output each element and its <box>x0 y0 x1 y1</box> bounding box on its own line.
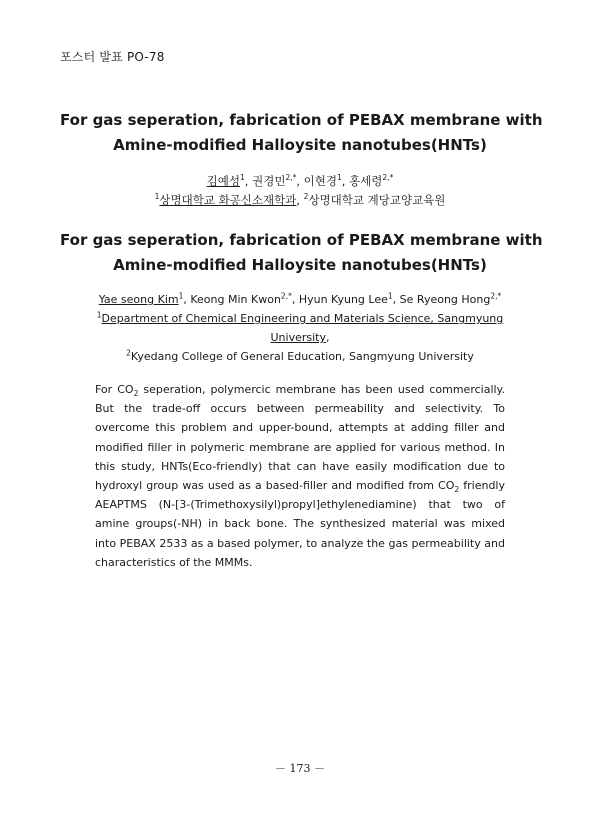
author-name: 김예성 <box>206 174 241 188</box>
korean-author-list <box>60 172 540 191</box>
affiliation-sup: 1 <box>154 192 160 202</box>
author-sup: 2,* <box>490 291 502 301</box>
separator: , <box>296 193 304 207</box>
subscript: 2 <box>133 389 139 399</box>
author-sup: 2,* <box>382 173 394 183</box>
author-sup: 1 <box>178 291 184 301</box>
author-name: 홍세령 <box>349 174 383 188</box>
subscript: 2 <box>454 485 460 495</box>
affiliation-sup: 2 <box>126 348 131 358</box>
english-authors-block <box>70 290 530 366</box>
abstract-text-3: friendly AEAPTMS (N-[3-(Trimethoxysilyl)propyl]ethylenediamine) that two of amine groups(-NH) in back bone. The synthesized material was mixed into PEBAX 2533 as a based polymer, to analyze the gas permeability and characteristics of the MMMs. <box>95 479 505 569</box>
page-number: － 173 － <box>275 762 325 775</box>
abstract-text-1: For CO <box>95 383 134 396</box>
english-affiliation-1 <box>70 309 530 347</box>
separator: , <box>244 174 253 188</box>
separator: , <box>291 293 299 306</box>
author-sup: 1 <box>336 173 342 183</box>
author-sup: 1 <box>240 173 245 183</box>
affiliation-sup: 1 <box>96 310 102 320</box>
korean-affiliations <box>60 191 540 210</box>
affiliation-1-line-2: University <box>270 331 326 344</box>
separator: , <box>296 174 304 188</box>
separator: , <box>183 293 191 306</box>
english-affiliation-2 <box>70 347 530 366</box>
author-name: Yae seong Kim <box>98 293 179 306</box>
title-line-1: For gas seperation, fabrication of PEBAX membrane with <box>60 231 543 249</box>
korean-authors-block <box>60 172 540 210</box>
affiliation-2: Kyedang College of General Education, Sangmyung University <box>130 350 474 363</box>
author-sup: 2,* <box>280 291 292 301</box>
affiliation-1-line-1: Department of Chemical Engineering and Materials Science, Sangmyung <box>101 312 504 325</box>
separator: , <box>326 331 330 344</box>
author-name: 권경민 <box>252 174 286 188</box>
author-sup: 2,* <box>285 173 297 183</box>
author-name: 이현경 <box>303 174 337 188</box>
author-name: Se Ryeong Hong <box>399 293 491 306</box>
english-section-title <box>60 228 543 278</box>
english-author-list <box>70 290 530 309</box>
title-line-1: For gas seperation, fabrication of PEBAX membrane with <box>60 111 543 129</box>
abstract-text-2: seperation, polymercic membrane has been used commercially. But the trade-off occurs between permeability and selectivity. To overcome this problem and upper-bound, attempts at adding filler and modified filler in polymeric membrane are applied for various method. In this study, HNTs(Eco-friendly) that can have easily modification due to hydroxyl group was used as a based-filler and modified from CO <box>95 383 505 493</box>
title-line-2: Amine-modified Halloysite nanotubes(HNTs) <box>113 256 487 274</box>
affiliation-2: 상명대학교 계당교양교육원 <box>308 193 446 207</box>
affiliation-1: 상명대학교 화공신소재학과 <box>159 193 297 207</box>
separator: , <box>341 174 350 188</box>
title-line-2: Amine-modified Halloysite nanotubes(HNTs) <box>113 136 487 154</box>
author-name: Hyun Kyung Lee <box>298 293 388 306</box>
session-header: 포스터 발표 PO-78 <box>60 50 165 64</box>
author-sup: 1 <box>387 291 393 301</box>
affiliation-sup: 2 <box>303 192 309 202</box>
abstract-paragraph <box>95 380 505 572</box>
separator: , <box>392 293 400 306</box>
korean-section-title <box>60 108 543 158</box>
author-name: Keong Min Kwon <box>190 293 281 306</box>
